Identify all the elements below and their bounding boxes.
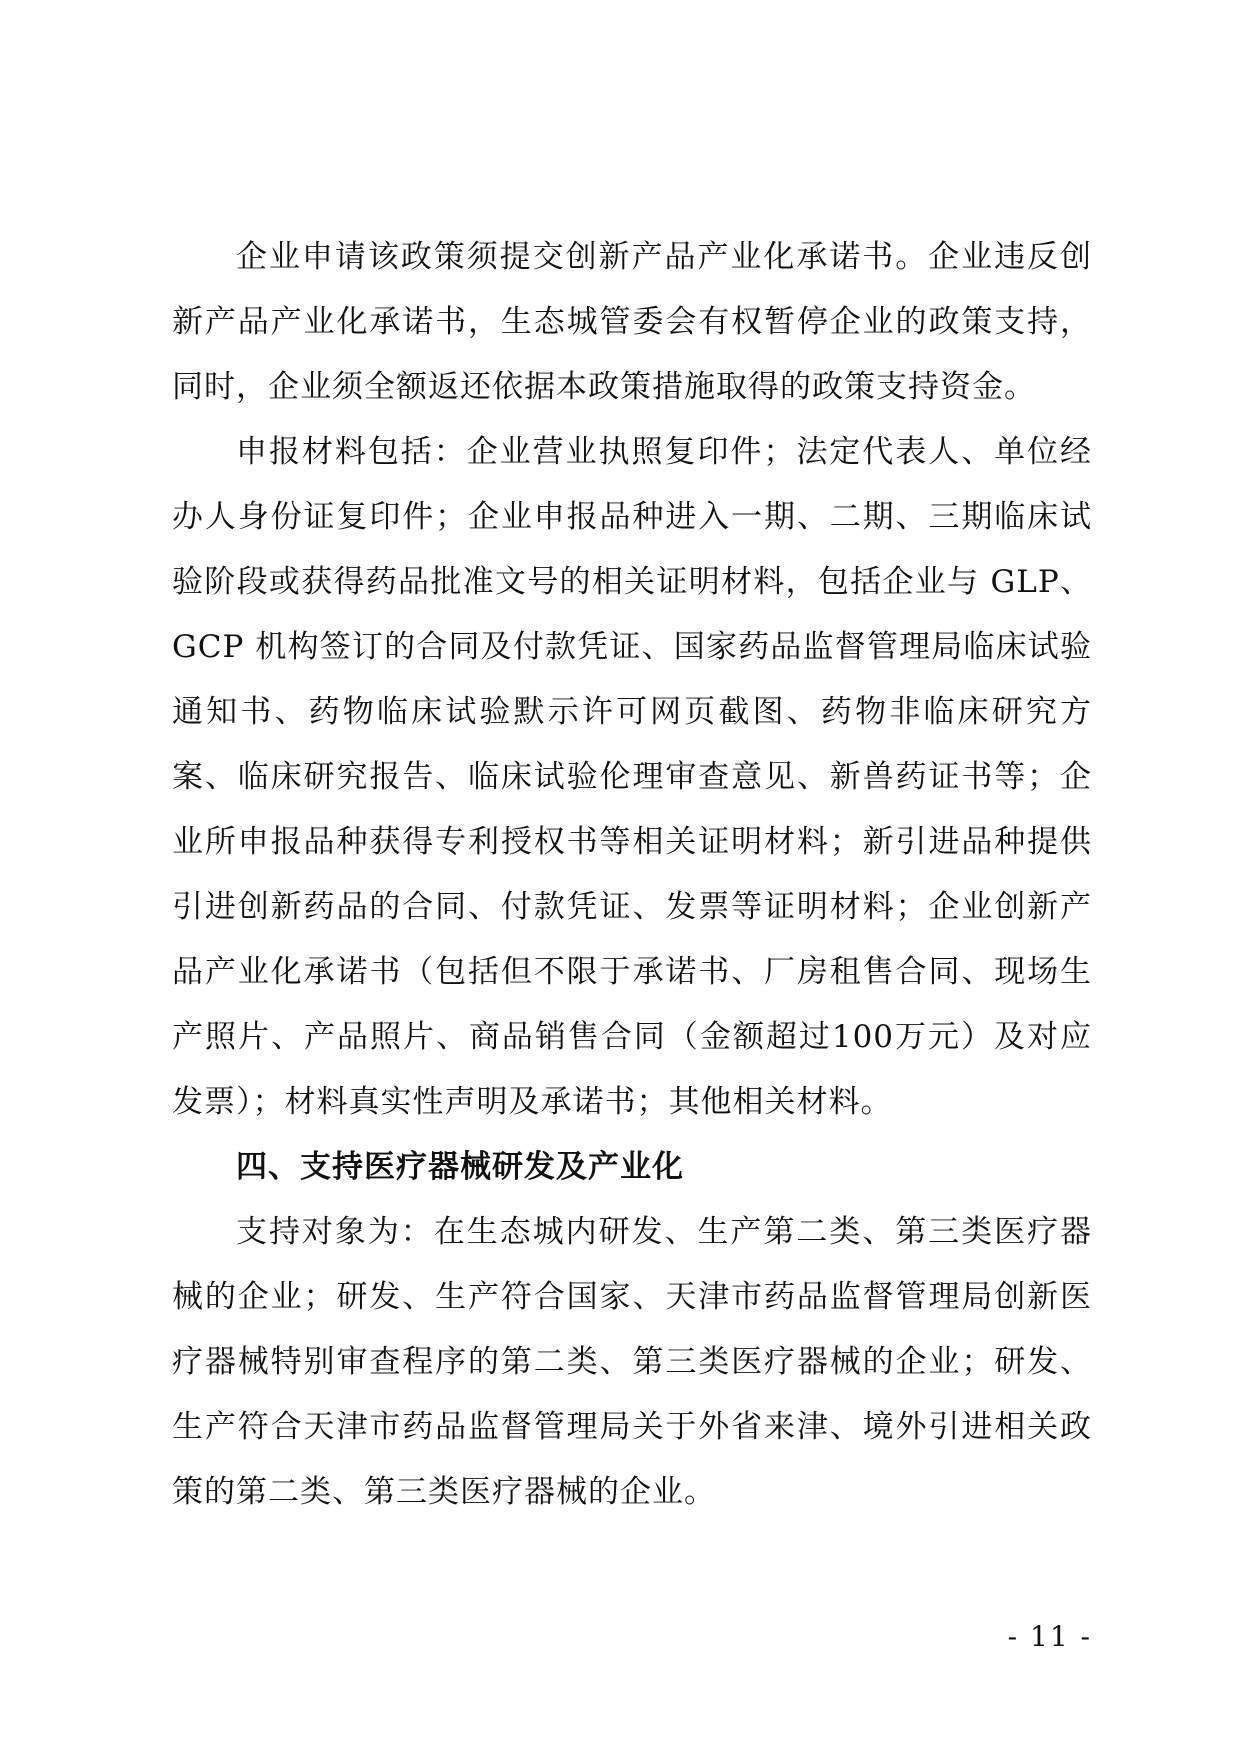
document-body: [172, 225, 1092, 1525]
paragraph-support-targets: 支持对象为：在生态城内研发、生产第二类、第三类医疗器械的企业；研发、生产符合国家、天津市药品监督管理局创新医疗器械特别审查程序的第二类、第三类医疗器械的企业；研发、生产符合天津市药品监督管理局关于外省来津、境外引进相关政策的第二类、第三类医疗器械的企业。: [172, 1214, 1092, 1510]
paragraph-commitment: 企业申请该政策须提交创新产品产业化承诺书。企业违反创新产品产业化承诺书，生态城管委会有权暂停企业的政策支持，同时，企业须全额返还依据本政策措施取得的政策支持资金。: [172, 239, 1092, 405]
section-heading: 四、支持医疗器械研发及产业化: [236, 1149, 684, 1185]
page-number: - 11 -: [1007, 1620, 1092, 1653]
paragraph-application-materials: 申报材料包括：企业营业执照复印件；法定代表人、单位经办人身份证复印件；企业申报品种进入一期、二期、三期临床试验阶段或获得药品批准文号的相关证明材料，包括企业与 GLP、GCP 机构签订的合同及付款凭证、国家药品监督管理局临床试验通知书、药物临床试验默示许可网页截图、药物非临床研究方案、临床研究报告、临床试验伦理审查意见、新兽药证书等；企业所申报品种获得专利授权书等相关证明材料；新引进品种提供引进创新药品的合同、付款凭证、发票等证明材料；企业创新产品产业化承诺书（包括但不限于承诺书、厂房租售合同、现场生产照片、产品照片、商品销售合同（金额超过100万元）及对应发票）；材料真实性声明及承诺书；其他相关材料。: [172, 434, 1092, 1120]
